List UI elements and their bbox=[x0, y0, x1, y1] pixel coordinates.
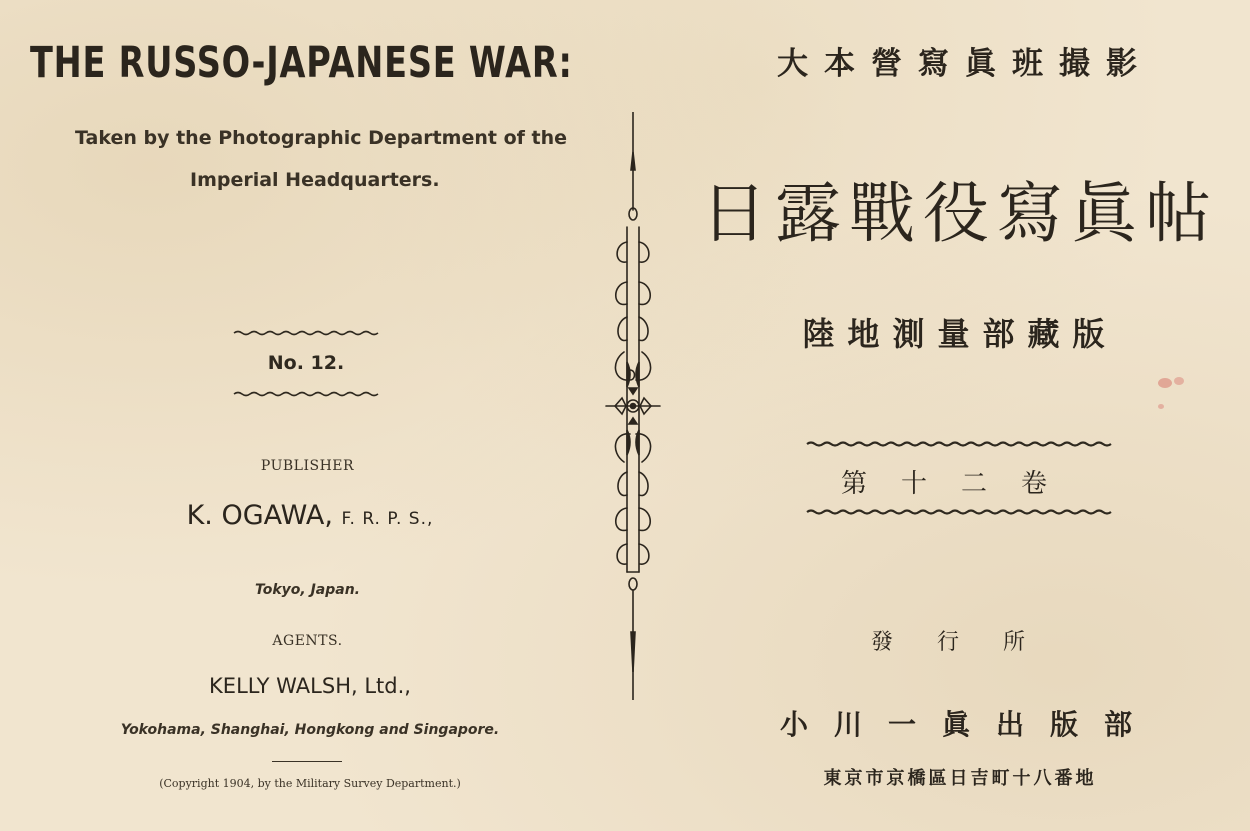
address-jp: 東京市京橋區日吉町十八番地 bbox=[823, 768, 1097, 789]
issuer-label-jp: 發行所 bbox=[870, 630, 1069, 655]
department-jp: 陸地測量部藏版 bbox=[802, 315, 1118, 353]
paper-stain bbox=[1174, 377, 1184, 385]
english-title: THE RUSSO-JAPANESE WAR: bbox=[30, 38, 573, 88]
vertical-ornament bbox=[600, 112, 666, 700]
volume-number-jp: 第十二卷 bbox=[840, 469, 1081, 499]
publisher-city: Tokyo, Japan. bbox=[254, 582, 361, 598]
subtitle-line-1: Taken by the Photographic Department of the bbox=[75, 127, 568, 149]
copyright-notice: (Copyright 1904, by the Military Survey Department.) bbox=[159, 777, 461, 790]
paper-stain bbox=[1158, 378, 1172, 388]
publisher-name-text: K. OGAWA, bbox=[186, 500, 333, 531]
agent-name: KELLY WALSH, Ltd., bbox=[209, 674, 411, 698]
subtitle-line-2: Imperial Headquarters. bbox=[190, 169, 440, 191]
publisher-label: PUBLISHER bbox=[260, 458, 355, 474]
copyright-divider bbox=[272, 761, 342, 762]
agents-label: AGENTS. bbox=[272, 633, 343, 649]
agent-cities: Yokohama, Shanghai, Hongkong and Singapore. bbox=[120, 722, 500, 738]
publisher-name bbox=[120, 500, 500, 531]
publisher-jp: 小川一眞出版部 bbox=[780, 708, 1159, 741]
paper-stain bbox=[1158, 404, 1164, 409]
japanese-title: 日露戰役寫眞帖 bbox=[701, 175, 1219, 252]
issue-number: No. 12. bbox=[267, 352, 345, 374]
photographer-credit-jp: 大本營寫眞班撮影 bbox=[777, 46, 1153, 82]
publisher-credentials: F. R. P. S., bbox=[341, 509, 434, 529]
